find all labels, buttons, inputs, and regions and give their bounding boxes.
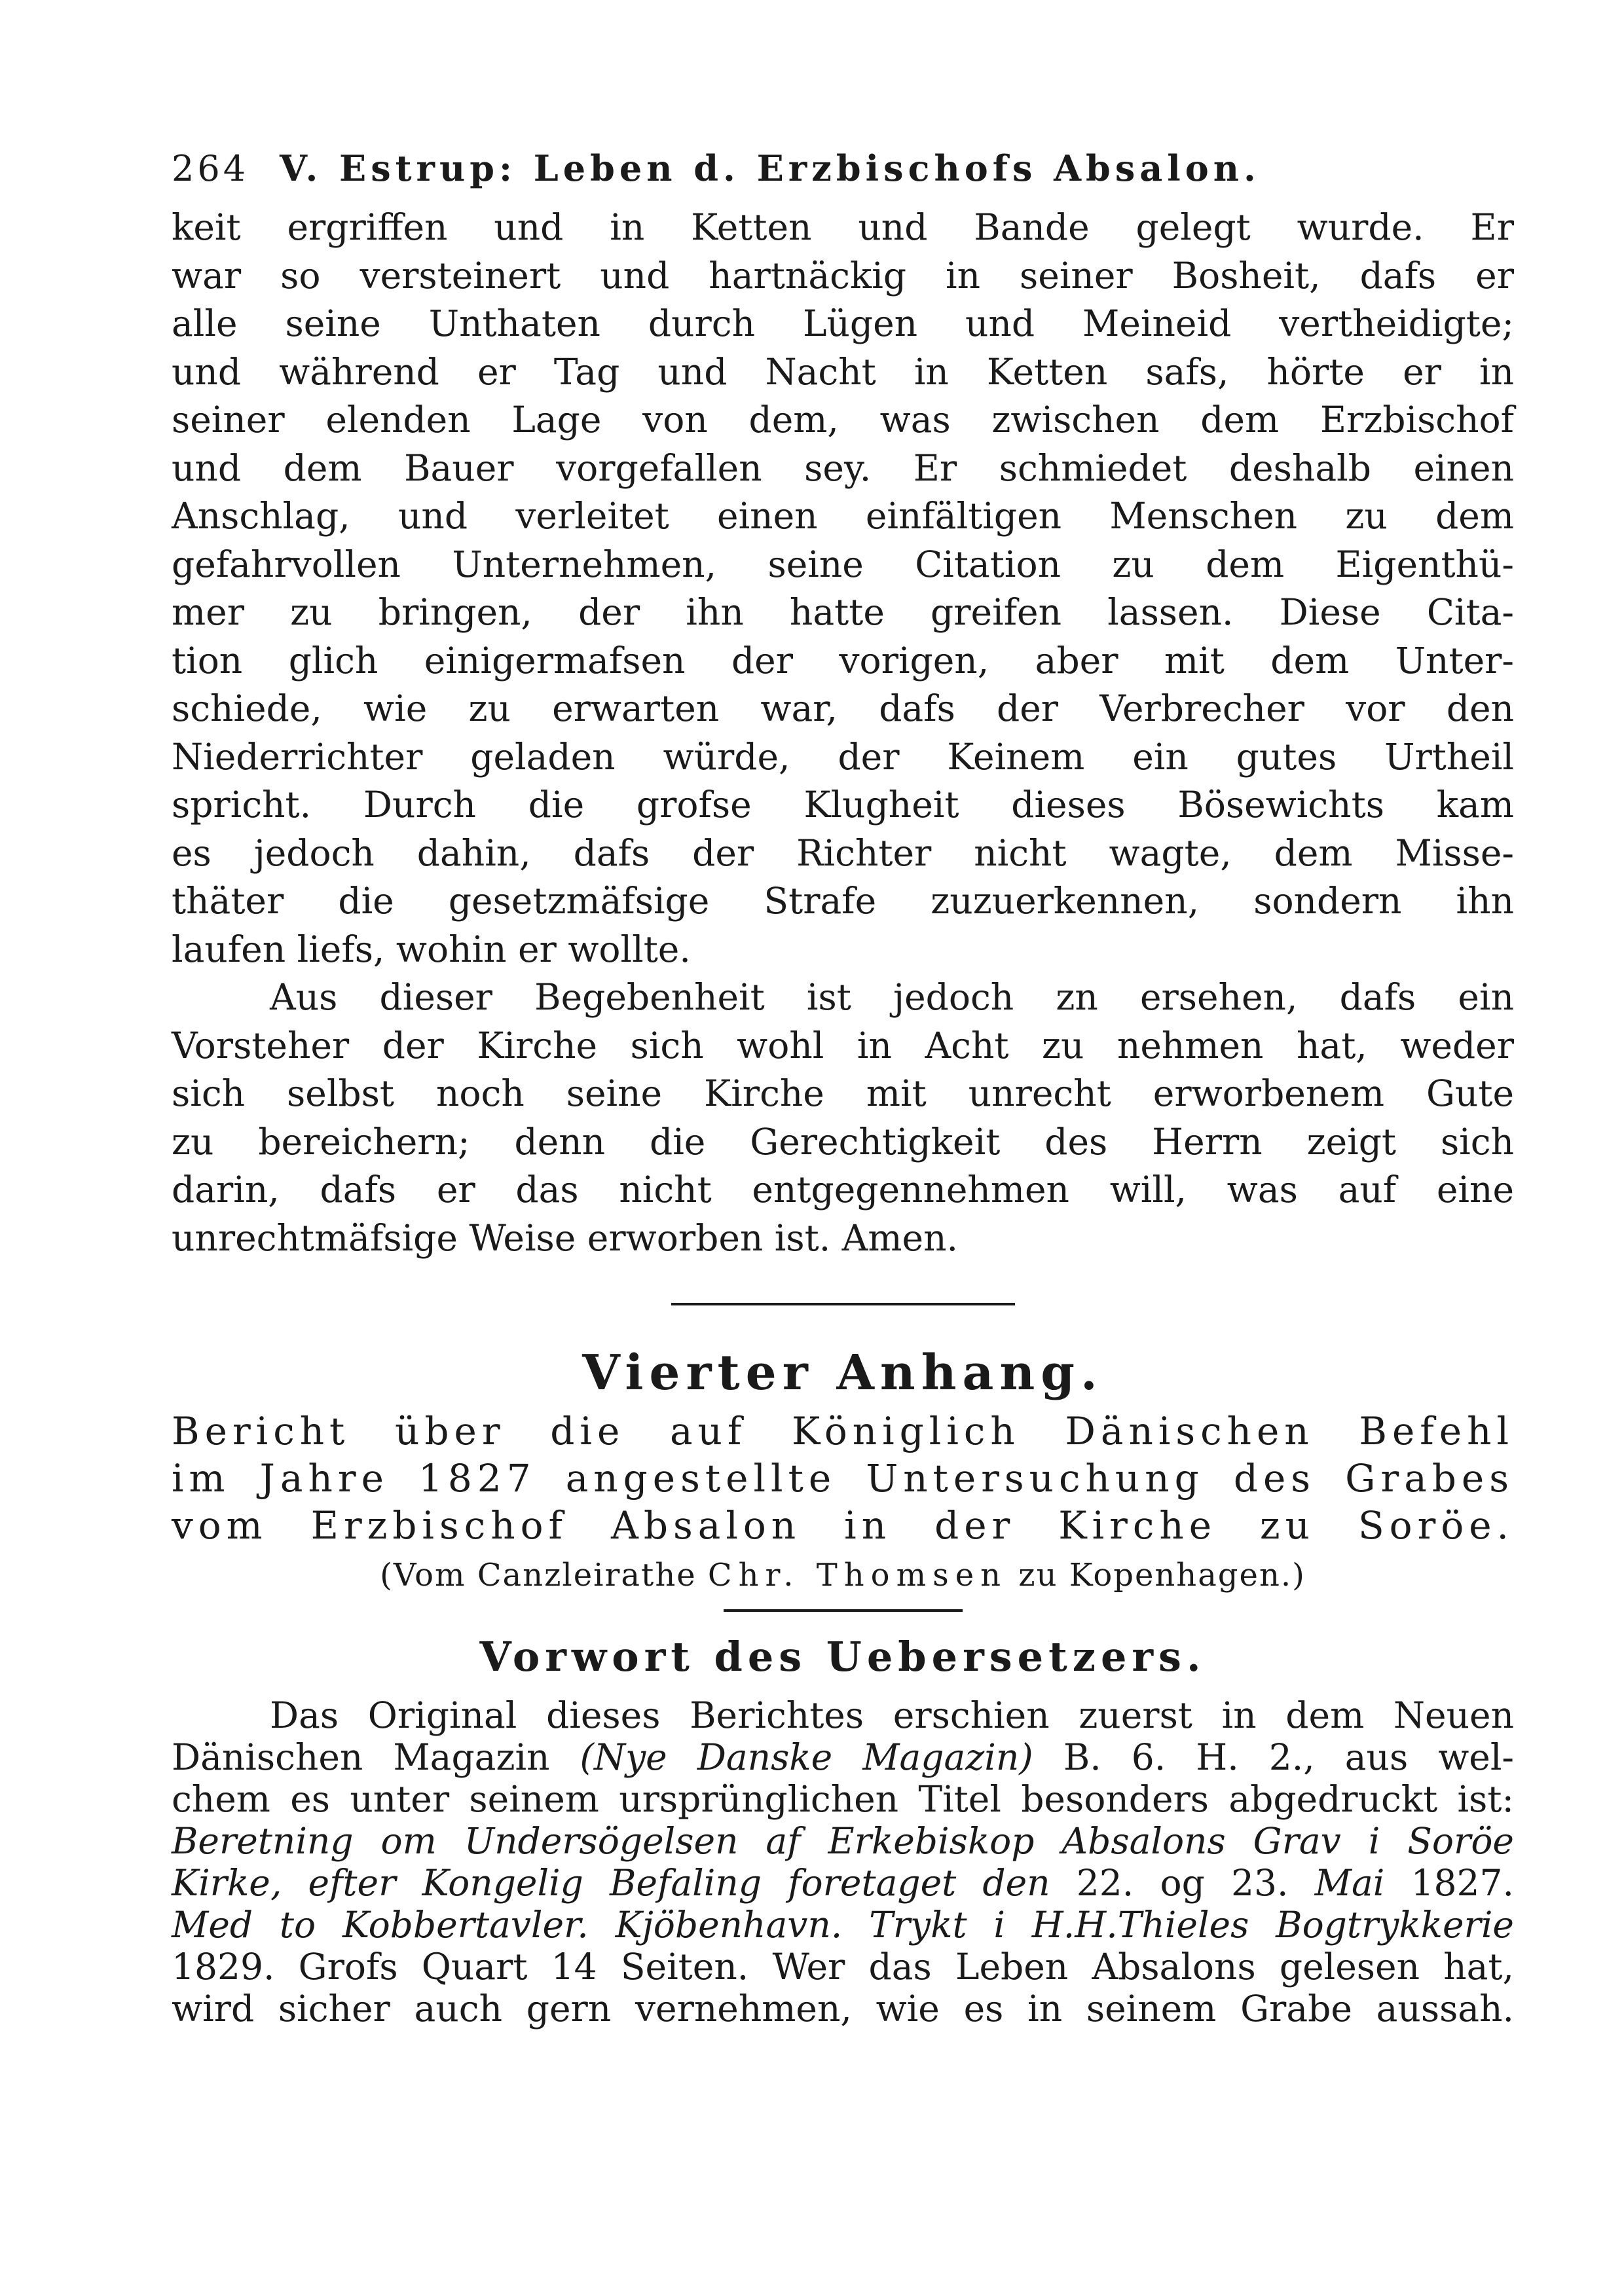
text-run: Dänischen Magazin (172, 1736, 550, 1778)
appendix-title: Vierter Anhang. (582, 1345, 1103, 1401)
text-line: tion glich einigermafsen der vorigen, aber mit dem Unter- (172, 639, 1514, 682)
section-divider (671, 1303, 1015, 1305)
italic-run: Mai (1314, 1862, 1385, 1904)
subsection-divider (724, 1609, 963, 1612)
text-line (172, 1736, 1514, 1778)
text-line: war so versteinert und hartnäckig in seiner Bosheit, dafs er (172, 254, 1514, 297)
paragraph-2 (172, 974, 1514, 1262)
text-line: wird sicher auch gern vernehmen, wie es in seinem Grabe aussah. (172, 1988, 1514, 2030)
text-line: seiner elenden Lage von dem, was zwischen dem Erzbischof (172, 399, 1514, 441)
text-line: und während er Tag und Nacht in Ketten safs, hörte er in (172, 350, 1514, 393)
text-run: B. 6. H. 2., aus wel- (1063, 1736, 1515, 1778)
text-line: 1829. Grofs Quart 14 Seiten. Wer das Leben Absalons gelesen hat, (172, 1946, 1514, 1988)
italic-line: Med to Kobbertavler. Kjöbenhavn. Trykt i H.H.Thieles Bogtrykkerie (172, 1904, 1514, 1946)
preface-paragraph (172, 1694, 1514, 2030)
running-title: V. Estrup: Leben d. Erzbischofs Absalon. (280, 147, 1261, 189)
text-line: darin, dafs er das nicht entgegennehmen will, was auf eine (172, 1169, 1514, 1211)
text-line: gefahrvollen Unternehmen, seine Citation zu dem Eigenthü- (172, 543, 1514, 585)
report-title-line: Bericht über die auf Königlich Dänischen Befehl (172, 1409, 1514, 1453)
text-line: keit ergriffen und in Ketten und Bande gelegt wurde. Er (172, 206, 1514, 248)
report-title-line: vom Erzbischof Absalon in der Kirche zu Soröe. (172, 1503, 1514, 1548)
text-run: 1827. (1411, 1862, 1515, 1904)
italic-run: Kirke, efter Kongelig Befaling foretaget den (172, 1862, 1050, 1904)
text-line: Das Original dieses Berichtes erschien zuerst in dem Neuen (270, 1694, 1514, 1736)
text-line: und dem Bauer vorgefallen sey. Er schmiedet deshalb einen (172, 446, 1514, 489)
source-prefix: (Vom Canzleirathe (380, 1557, 697, 1594)
page-number: 264 (172, 148, 249, 189)
text-line: alle seine Unthaten durch Lügen und Meineid vertheidigte; (172, 302, 1514, 344)
source-author: Chr. Thomsen (707, 1557, 1008, 1594)
text-line: sich selbst noch seine Kirche mit unrecht erworbenem Gute (172, 1072, 1514, 1114)
text-line: Niederrichter geladen würde, der Keinem ein gutes Urtheil (172, 735, 1514, 778)
preface-title: Vorwort des Uebersetzers. (479, 1633, 1206, 1681)
text-line: chem es unter seinem ursprünglichen Titel besonders abgedruckt ist: (172, 1778, 1514, 1820)
italic-run: (Nye Danske Magazin) (580, 1736, 1033, 1778)
report-title-line: im Jahre 1827 angestellte Untersuchung des Grabes (172, 1456, 1514, 1501)
text-line: Aus dieser Begebenheit ist jedoch zn ersehen, dafs ein (270, 976, 1514, 1018)
text-line: unrechtmäfsige Weise erworben ist. Amen. (172, 1216, 959, 1259)
text-run: 22. og 23. (1076, 1862, 1289, 1904)
text-line: Anschlag, und verleitet einen einfältigen Menschen zu dem (172, 495, 1514, 537)
text-line: zu bereichern; denn die Gerechtigkeit des Herrn zeigt sich (172, 1120, 1514, 1163)
report-title (172, 1408, 1514, 1549)
source-note (172, 1554, 1514, 1596)
book-page (172, 147, 1514, 2030)
text-line: schiede, wie zu erwarten war, dafs der Verbrecher vor den (172, 687, 1514, 729)
text-line (172, 1862, 1514, 1904)
italic-line: Beretning om Undersögelsen af Erkebiskop Absalons Grav i Soröe (172, 1820, 1514, 1862)
running-header (172, 147, 1514, 189)
text-line: es jedoch dahin, dafs der Richter nicht wagte, dem Misse- (172, 831, 1514, 874)
text-line: mer zu bringen, der ihn hatte greifen lassen. Diese Cita- (172, 591, 1514, 633)
paragraph-1 (172, 204, 1514, 974)
text-line: thäter die gesetzmäfsige Strafe zuzuerkennen, sondern ihn (172, 880, 1514, 922)
text-line: laufen liefs, wohin er wollte. (172, 928, 691, 970)
text-line: spricht. Durch die grofse Klugheit dieses Bösewichts kam (172, 784, 1514, 826)
source-suffix: zu Kopenhagen.) (1018, 1557, 1306, 1594)
text-line: Vorsteher der Kirche sich wohl in Acht zu nehmen hat, weder (172, 1024, 1514, 1066)
